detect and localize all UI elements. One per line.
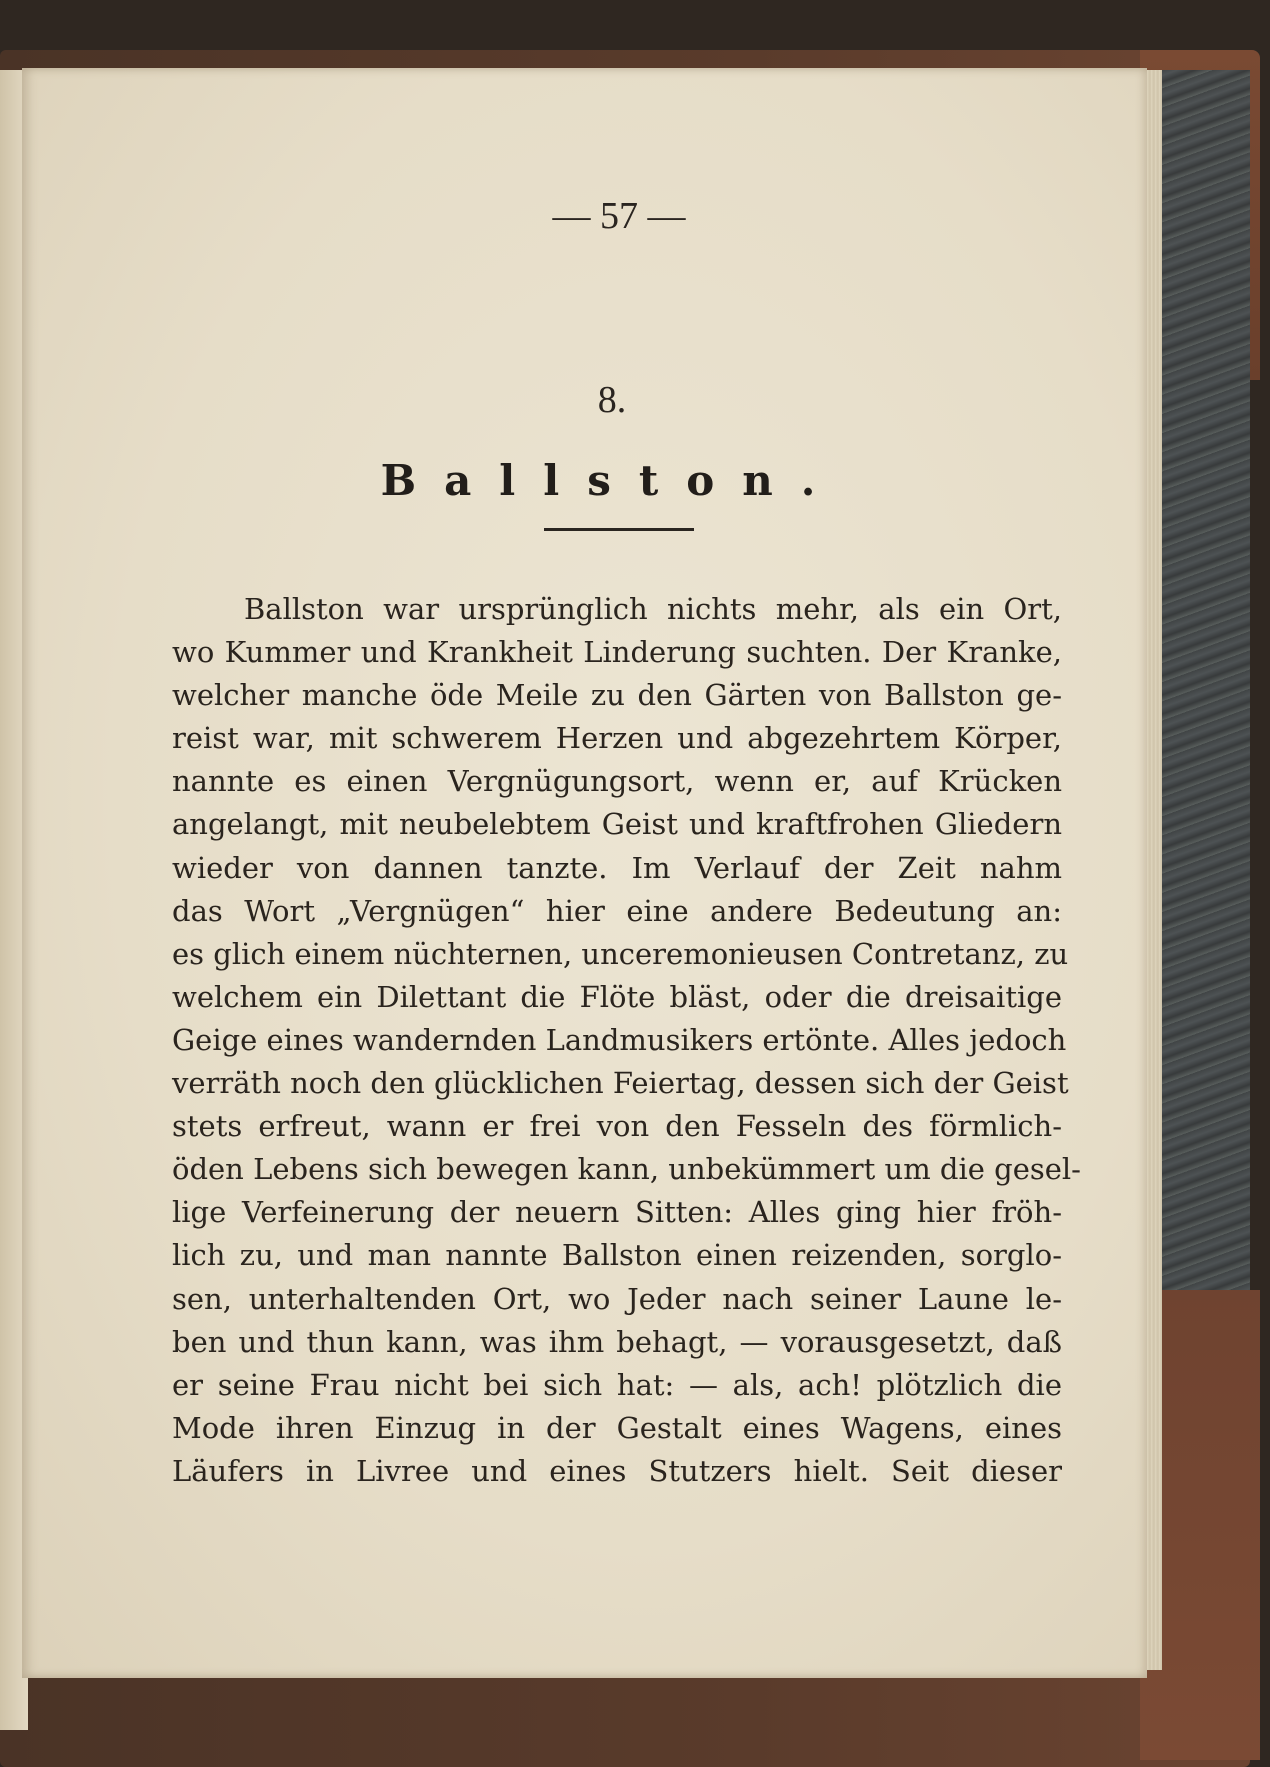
text-line: er seine Frau nicht bei sich hat: — als, ach! plötzlich die (172, 1367, 1062, 1402)
body-text (172, 588, 1081, 1493)
book-page (22, 68, 1147, 1678)
text-line: welchem ein Dilettant die Flöte bläst, oder die dreisaitige (172, 979, 1062, 1014)
text-line: verräth noch den glücklichen Feiertag, dessen sich der Geist (172, 1066, 1069, 1101)
text-line: es glich einem nüchternen, unceremonieusen Contretanz, zu (172, 936, 1069, 971)
title-rule (544, 528, 694, 531)
text-line: wieder von dannen tanzte. Im Verlauf der Zeit nahm (172, 850, 1062, 885)
text-line: angelangt, mit neubelebtem Geist und kraftfrohen Gliedern (172, 807, 1062, 842)
text-line: wo Kummer und Krankheit Linderung suchten. Der Kranke, (172, 635, 1062, 670)
text-line: Geige eines wandernden Landmusikers ertönte. Alles jedoch (172, 1022, 1067, 1057)
text-line: reist war, mit schwerem Herzen und abgezehrtem Körper, (172, 721, 1062, 756)
text-line: Läufers in Livree und eines Stutzers hielt. Seit dieser (172, 1453, 1062, 1488)
text-line: lige Verfeinerung der neuern Sitten: Alles ging hier fröh- (172, 1195, 1062, 1230)
chapter-number: 8. (597, 379, 627, 421)
text-line: lich zu, und man nannte Ballston einen reizenden, sorglo- (172, 1238, 1062, 1273)
text-line: öden Lebens sich bewegen kann, unbekümmert um die gesel- (172, 1152, 1081, 1187)
text-line: sen, unterhaltenden Ort, wo Jeder nach seiner Laune le- (172, 1281, 1062, 1316)
text-line: das Wort „Vergnügen“ hier eine andere Bedeutung an: (172, 893, 1062, 928)
text-line: Mode ihren Einzug in der Gestalt eines Wagens, eines (172, 1410, 1062, 1445)
page-number: — 57 — (552, 195, 686, 237)
chapter-title: Ballston. (380, 456, 844, 505)
text-line: stets erfreut, wann er frei von den Fesseln des förmlich- (172, 1109, 1062, 1144)
text-line: welcher manche öde Meile zu den Gärten von Ballston ge- (172, 678, 1062, 713)
text-line: nannte es einen Vergnügungsort, wenn er, auf Krücken (172, 764, 1062, 799)
text-line: ben und thun kann, was ihm behagt, — vorausgesetzt, daß (172, 1324, 1062, 1359)
text-line: Ballston war ursprünglich nichts mehr, als ein Ort, (244, 592, 1062, 626)
